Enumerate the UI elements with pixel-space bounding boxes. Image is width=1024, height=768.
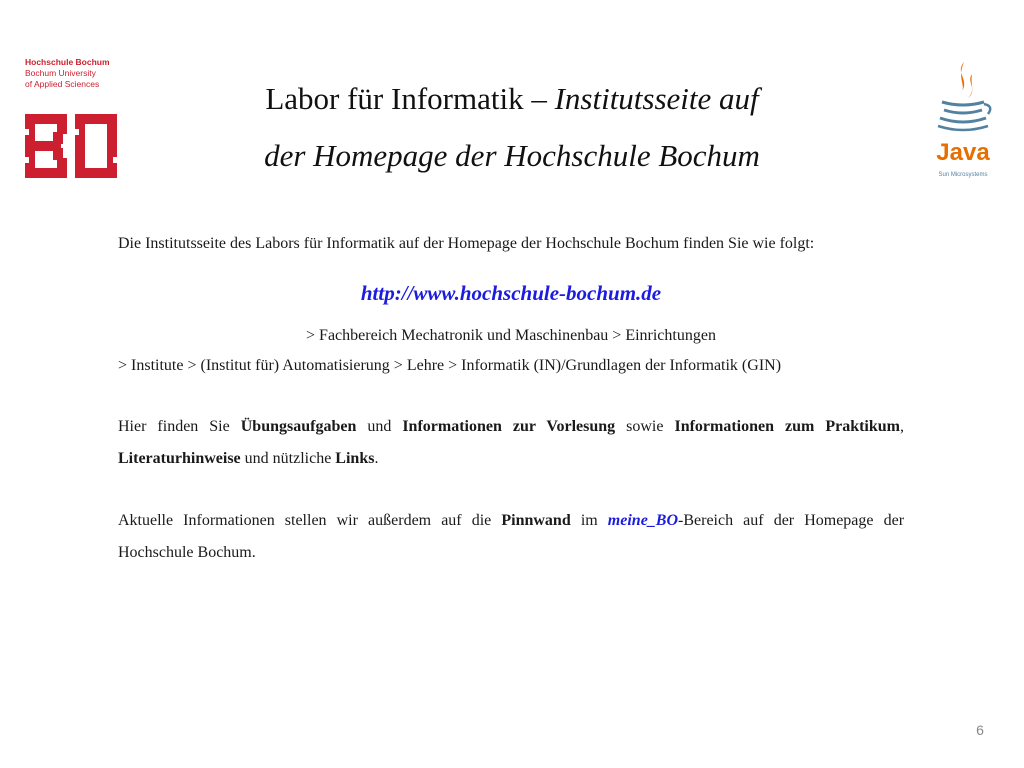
bold-informationen-vorlesung: Informationen zur Vorlesung bbox=[402, 418, 616, 435]
slide-body bbox=[118, 228, 904, 569]
title-part-1: Labor für Informatik – bbox=[265, 81, 555, 116]
text-span: Hier finden Sie bbox=[118, 418, 241, 435]
text-span: sowie bbox=[615, 418, 675, 435]
meine-bo-link[interactable]: meine_BO bbox=[607, 512, 679, 529]
intro-paragraph: Die Institutsseite des Labors für Informatik auf der Homepage der Hochschule Bochum finden Sie wie folgt: bbox=[118, 235, 815, 252]
text-span: . bbox=[374, 450, 379, 467]
logo-line-1: Hochschule Bochum bbox=[25, 57, 110, 67]
slide-title bbox=[160, 70, 864, 184]
text-span: im bbox=[570, 512, 608, 529]
java-logo-text: Java bbox=[936, 139, 990, 166]
text-span: und bbox=[356, 418, 403, 435]
title-part-2: Institutsseite auf bbox=[554, 81, 759, 116]
navigation-path-line-1: > Fachbereich Mechatronik und Maschinenbau > Einrichtungen bbox=[306, 327, 716, 344]
text-span: und nützliche bbox=[240, 450, 336, 467]
text-span: , bbox=[900, 418, 905, 435]
text-span: -Bereich auf der Homepage der Hochschule Bochum. bbox=[118, 512, 905, 561]
logo-line-3: of Applied Sciences bbox=[25, 79, 100, 89]
bold-literaturhinweise: Literaturhinweise bbox=[118, 450, 241, 467]
navigation-path bbox=[118, 321, 904, 381]
bold-pinnwand: Pinnwand bbox=[501, 512, 571, 529]
bold-uebungsaufgaben: Übungsaufgaben bbox=[240, 418, 357, 435]
bold-informationen-praktikum: Informationen zum Praktikum bbox=[674, 418, 901, 435]
contents-paragraph bbox=[118, 411, 904, 475]
bold-links: Links bbox=[335, 450, 375, 467]
website-link[interactable]: http://www.hochschule-bochum.de bbox=[360, 281, 662, 305]
title-line-1 bbox=[160, 70, 864, 127]
hochschule-bochum-logo bbox=[25, 57, 135, 178]
bo-logo-mark bbox=[25, 114, 117, 178]
java-logo bbox=[928, 60, 998, 182]
logo-line-2: Bochum University bbox=[25, 68, 96, 78]
news-paragraph bbox=[118, 505, 904, 569]
java-logo-sub: Sun Microsystems bbox=[938, 172, 988, 178]
title-line-2: der Homepage der Hochschule Bochum bbox=[264, 138, 760, 173]
navigation-path-line-2: > Institute > (Institut für) Automatisierung > Lehre > Informatik (IN)/Grundlagen der Informatik (GIN) bbox=[118, 357, 782, 374]
page-number: 6 bbox=[976, 722, 984, 738]
text-span: Aktuelle Informationen stellen wir außerdem auf die bbox=[118, 512, 502, 529]
